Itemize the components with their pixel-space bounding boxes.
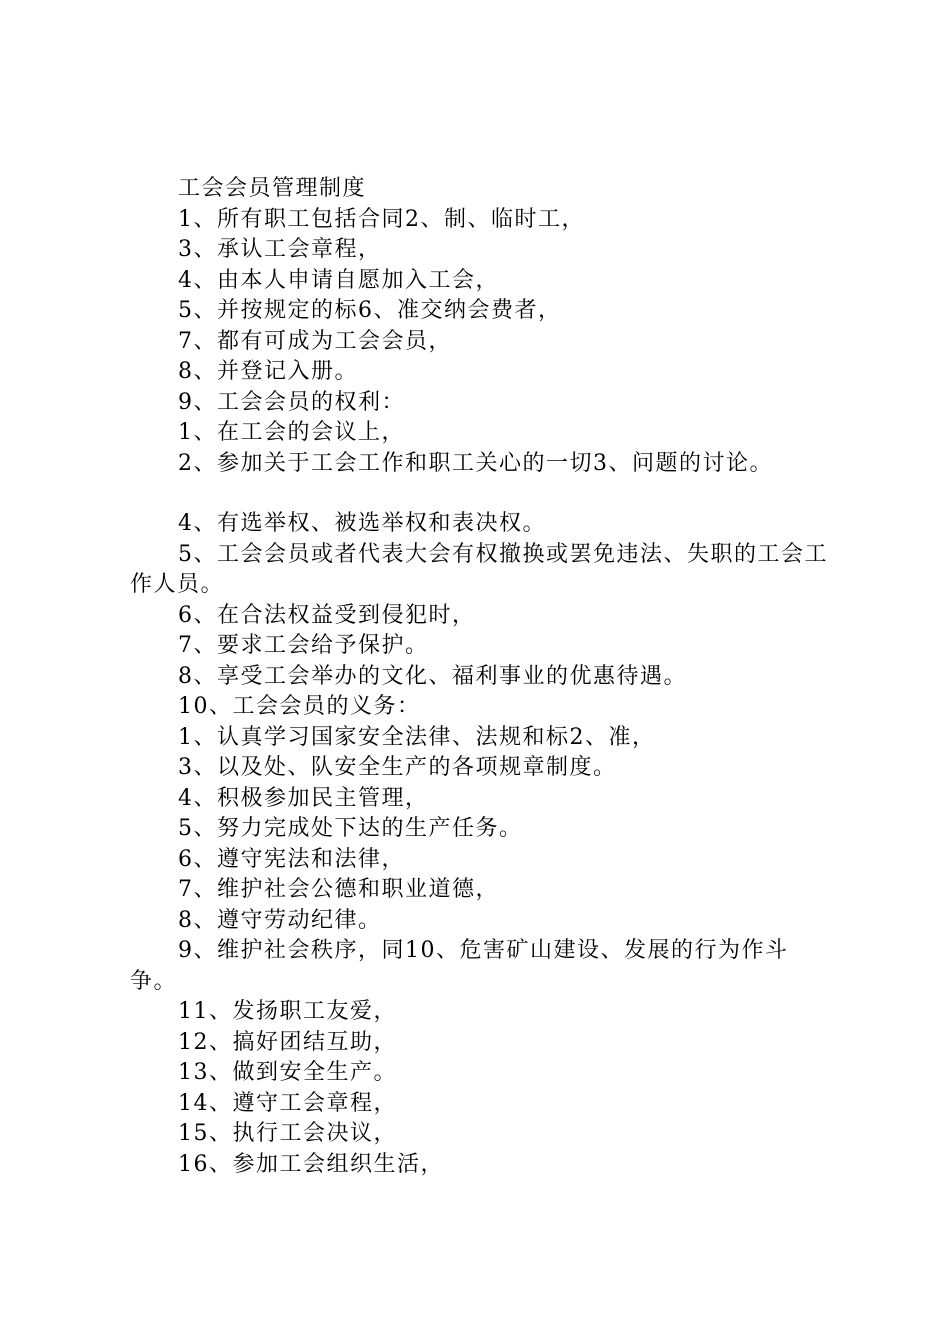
paragraph: 8、遵守劳动纪律。	[178, 907, 382, 933]
paragraph: 16、参加工会组织生活，	[178, 1151, 444, 1177]
paragraph: 8、享受工会举办的文化、福利事业的优惠待遇。	[178, 663, 687, 689]
document-title: 工会会员管理制度	[178, 176, 367, 201]
paragraph: 15、执行工会决议，	[178, 1121, 397, 1146]
paragraph: 14、遵守工会章程，	[178, 1090, 397, 1116]
paragraph: 4、有选举权、被选举权和表决权。	[178, 511, 546, 536]
paragraph: 3、以及处、队安全生产的各项规章制度。	[178, 755, 617, 780]
paragraph: 1、认真学习国家安全法律、法规和标2、准，	[178, 724, 656, 750]
paragraph: 6、遵守宪法和法律，	[178, 846, 405, 872]
paragraph: 7、维护社会公德和职业道德，	[178, 877, 499, 902]
paragraph: 4、积极参加民主管理，	[178, 785, 429, 811]
section-heading-duties: 10、工会会员的义务：	[178, 694, 421, 719]
paragraph: 7、都有可成为工会会员，	[178, 328, 452, 354]
paragraph: 8、并登记入册。	[178, 359, 358, 384]
paragraph: 4、由本人申请自愿加入工会，	[178, 267, 499, 293]
paragraph: 1、在工会的会议上，	[178, 420, 405, 445]
paragraph: 13、做到安全生产。	[178, 1060, 397, 1085]
document-body	[130, 174, 832, 1180]
paragraph: 2、参加关于工会工作和职工关心的一切3、问题的讨论。	[178, 450, 773, 476]
paragraph: 1、所有职工包括合同2、制、临时工，	[178, 206, 585, 232]
paragraph: 6、在合法权益受到侵犯时，	[178, 602, 476, 628]
blank-line	[130, 479, 832, 509]
paragraph: 5、工会会员或者代表大会有权撤换或罢免违法、失职的工会工作人员。	[130, 541, 828, 597]
paragraph: 3、承认工会章程，	[178, 237, 382, 262]
paragraph: 7、要求工会给予保护。	[178, 633, 429, 658]
paragraph: 5、并按规定的标6、准交纳会费者，	[178, 298, 562, 323]
section-heading-rights: 9、工会会员的权利：	[178, 389, 405, 415]
paragraph: 11、发扬职工友爱，	[178, 999, 397, 1024]
paragraph: 9、维护社会秩序，同10、危害矿山建设、发展的行为作斗争。	[130, 938, 789, 994]
paragraph: 5、努力完成处下达的生产任务。	[178, 816, 523, 841]
paragraph: 12、搞好团结互助，	[178, 1029, 397, 1055]
